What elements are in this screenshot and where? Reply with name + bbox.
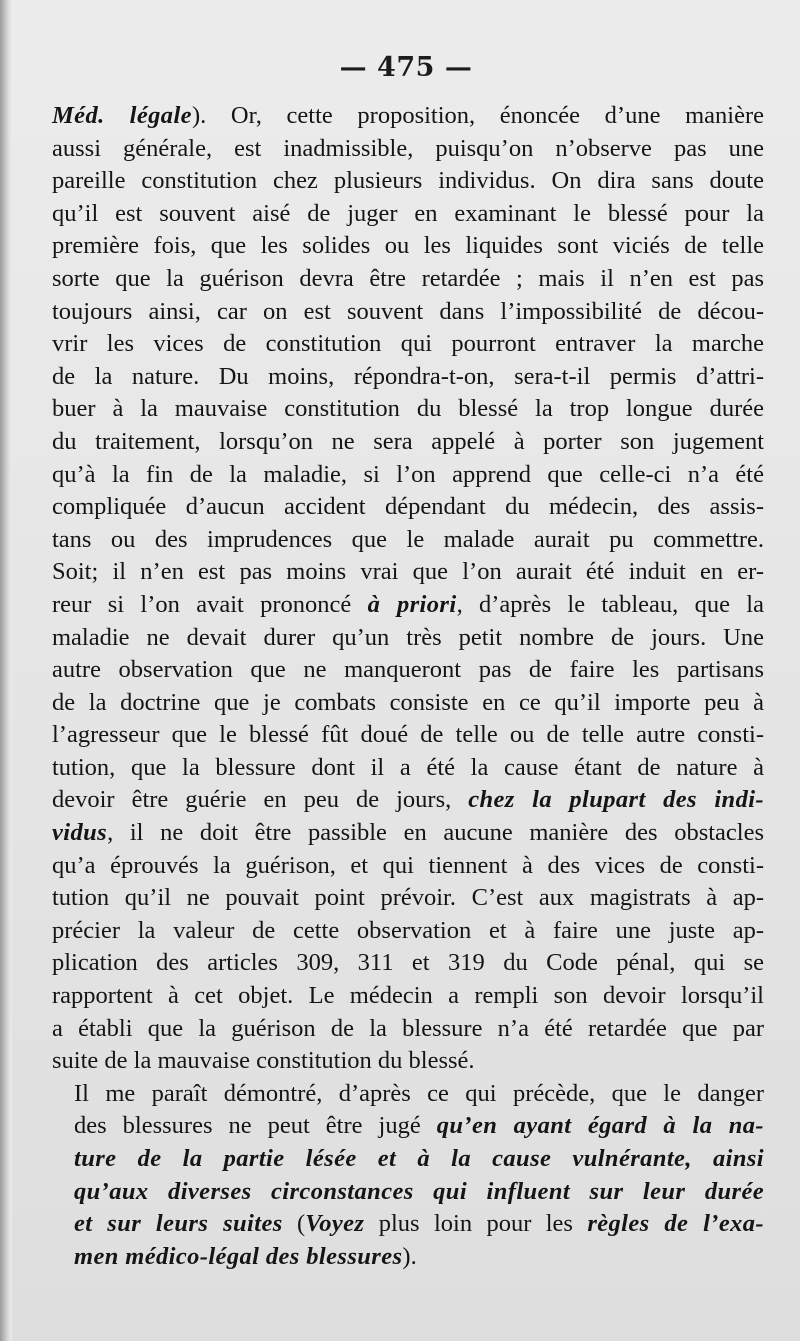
text-line xyxy=(52,719,764,752)
text-line xyxy=(52,687,764,720)
text-line xyxy=(52,556,764,589)
italic-text: règles de l’exa- xyxy=(587,1210,764,1238)
text-line xyxy=(52,850,764,883)
text-line xyxy=(52,459,764,492)
page-edge xyxy=(0,0,12,1341)
text-run: ). xyxy=(402,1242,417,1270)
italic-text: chez la plupart des indi- xyxy=(468,786,764,814)
text-run: autre observation que ne manqueront pas de faire les partisans xyxy=(52,656,764,684)
text-line xyxy=(52,1110,764,1143)
text-run: vrir les vices de constitution qui pourront entraver la marche xyxy=(52,330,764,358)
text-run: tans ou des imprudences que le malade aurait pu commettre. xyxy=(52,525,764,553)
text-run: tution qu’il ne pouvait point prévoir. C’est aux magistrats à ap- xyxy=(52,884,764,912)
text-run: , d’après le tableau, que la xyxy=(456,590,764,618)
text-run: première fois, que les solides ou les liquides sont viciés de telle xyxy=(52,232,764,260)
text-line xyxy=(52,1143,764,1176)
text-run: des blessures ne peut être jugé xyxy=(74,1112,437,1140)
text-line xyxy=(52,654,764,687)
text-line xyxy=(52,1241,764,1274)
text-run: Soit; il n’en est pas moins vrai que l’on aurait été induit en er- xyxy=(52,558,764,586)
text-line xyxy=(52,882,764,915)
text-line xyxy=(52,524,764,557)
book-page xyxy=(12,0,800,1341)
text-run: de la doctrine que je combats consiste en ce qu’il importe peu à xyxy=(52,688,764,716)
text-run: suite de la mauvaise constitution du blessé. xyxy=(52,1047,475,1075)
text-line xyxy=(52,947,764,980)
text-line xyxy=(52,1078,764,1111)
text-line xyxy=(52,1208,764,1241)
text-line xyxy=(52,817,764,850)
text-run: plus loin pour les xyxy=(364,1210,588,1238)
italic-text: vidus xyxy=(52,819,108,847)
text-line xyxy=(52,263,764,296)
text-line xyxy=(52,426,764,459)
text-run: l’agresseur que le blessé fût doué de telle ou de telle autre consti- xyxy=(52,721,764,749)
text-run: compliquée d’aucun accident dépendant du médecin, des assis- xyxy=(52,493,764,521)
italic-text: ture de la partie lésée et à la cause vulnérante, ainsi xyxy=(74,1145,764,1172)
italic-text: qu’en ayant égard à la na- xyxy=(436,1112,764,1140)
text-run: ). Or, cette proposition, énoncée d’une manière xyxy=(191,102,765,129)
text-run: buer à la mauvaise constitution du blessé la trop longue durée xyxy=(52,395,764,423)
text-line xyxy=(52,491,764,524)
text-run: du traitement, lorsqu’on ne sera appelé à porter son jugement xyxy=(52,427,764,455)
paragraph-1 xyxy=(52,100,764,1078)
text-line xyxy=(52,1176,764,1209)
text-line xyxy=(52,622,764,655)
text-line xyxy=(52,361,764,394)
text-run: a établi que la guérison de la blessure n’a été retardée que par xyxy=(52,1014,764,1042)
text-line xyxy=(52,100,764,133)
text-line xyxy=(52,230,764,263)
text-line xyxy=(52,1013,764,1046)
text-run: précier la valeur de cette observation et à faire une juste ap- xyxy=(52,916,764,944)
text-line xyxy=(52,393,764,426)
text-run: plication des articles 309, 311 et 319 du Code pénal, qui se xyxy=(52,949,764,977)
text-line xyxy=(52,915,764,948)
text-run: tution, que la blessure dont il a été la cause étant de nature à xyxy=(52,753,764,781)
text-run: reur si l’on avait prononcé xyxy=(52,590,368,618)
text-run: aussi générale, est inadmissible, puisqu’on n’observe pas une xyxy=(52,134,764,162)
body-text xyxy=(52,100,764,1273)
text-run: qu’il est souvent aisé de juger en examinant le blessé pour la xyxy=(52,199,764,227)
text-line xyxy=(52,752,764,785)
text-run: , il ne doit être passible en aucune manière des obstacles xyxy=(107,819,764,847)
italic-text: Méd. légale xyxy=(52,102,192,129)
italic-text: à priori xyxy=(367,590,457,618)
text-line xyxy=(52,980,764,1013)
text-line xyxy=(52,784,764,817)
text-run: qu’a éprouvés la guérison, et qui tiennent à des vices de consti- xyxy=(52,851,764,879)
text-run: sorte que la guérison devra être retardée ; mais il n’en est pas xyxy=(52,264,764,292)
page-number: — 475 — xyxy=(339,52,473,83)
text-run: qu’à la fin de la maladie, si l’on apprend que celle-ci n’a été xyxy=(52,460,764,488)
text-run: ( xyxy=(282,1210,306,1238)
text-line xyxy=(52,133,764,166)
italic-text: Voyez xyxy=(305,1210,365,1238)
text-line xyxy=(52,198,764,231)
text-line xyxy=(52,328,764,361)
text-line xyxy=(52,296,764,329)
italic-text: qu’aux diverses circonstances qui influent sur leur durée xyxy=(74,1177,764,1205)
text-line xyxy=(52,589,764,622)
text-run: toujours ainsi, car on est souvent dans l’impossibilité de décou- xyxy=(52,297,764,325)
text-run: pareille constitution chez plusieurs individus. On dira sans doute xyxy=(52,167,764,195)
text-run: de la nature. Du moins, répondra-t-on, sera-t-il permis d’attri- xyxy=(52,362,764,390)
italic-text: men médico-légal des blessures xyxy=(74,1242,403,1270)
italic-text: et sur leurs suites xyxy=(74,1210,283,1238)
text-line xyxy=(52,165,764,198)
text-run: devoir être guérie en peu de jours, xyxy=(52,786,469,814)
text-run: Il me paraît démontré, d’après ce qui précède, que le danger xyxy=(74,1079,764,1107)
text-run: maladie ne devait durer qu’un très petit nombre de jours. Une xyxy=(52,623,764,651)
text-line xyxy=(52,1045,764,1078)
paragraph-2 xyxy=(52,1078,764,1274)
text-run: rapportent à cet objet. Le médecin a rempli son devoir lorsqu’il xyxy=(52,982,764,1010)
